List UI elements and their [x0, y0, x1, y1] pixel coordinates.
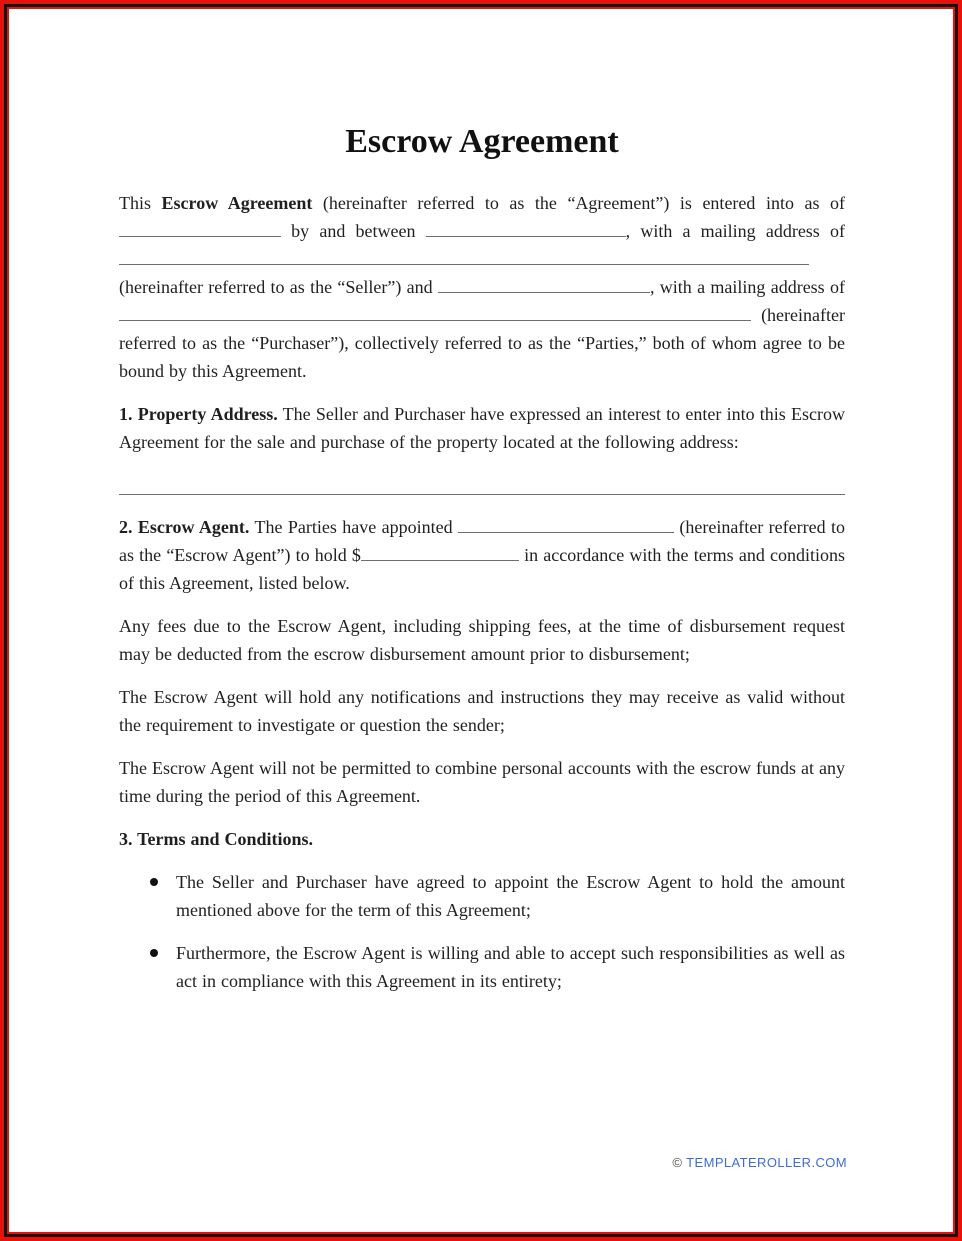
document-content [9, 9, 953, 995]
templateroller-link[interactable]: TEMPLATEROLLER.COM [686, 1155, 847, 1170]
fill-in-blank-seller-address [119, 251, 809, 265]
intro-closing: (hereinafter referred to as the “Purchaser”), collectively referred to as the “Parties,” both of whom agree to be bound by this Agreement. [119, 305, 845, 381]
page-border-inner-line [4, 4, 958, 1237]
section2-body1: The Parties have appointed [249, 517, 458, 537]
fill-in-blank-purchaser-name [438, 279, 650, 293]
section2-paragraph [119, 513, 845, 597]
bullet-text: Furthermore, the Escrow Agent is willing and able to accept such responsibilities as well as act in compliance with this Agreement in its entirety; [176, 943, 845, 991]
copyright-icon: © [672, 1155, 683, 1170]
section1-body: The Seller and Purchaser have expressed an interest to enter into this Escrow Agreement for the sale and purchase of the property located at the following address: [119, 404, 845, 452]
intro-lead-bold: Escrow Agreement [161, 193, 313, 213]
intro-between: by and between [281, 221, 426, 241]
fees-paragraph: Any fees due to the Escrow Agent, including shipping fees, at the time of disbursement request may be deducted from the escrow disbursement amount prior to disbursement; [119, 616, 845, 664]
notifications-paragraph: The Escrow Agent will hold any notifications and instructions they may receive as valid without the requirement to investigate or question the sender; [119, 687, 845, 735]
intro-after-bold: (hereinafter referred to as the “Agreement”) is entered into as of [312, 193, 845, 213]
fill-in-blank-purchaser-address [119, 307, 751, 321]
fill-in-blank-amount [361, 547, 519, 561]
footer [672, 1155, 847, 1170]
list-item [119, 939, 845, 995]
personal-accounts-paragraph: The Escrow Agent will not be permitted to combine personal accounts with the escrow funds at any time during the period of this Agreement. [119, 758, 845, 806]
intro-lead: This [119, 193, 162, 213]
section3-heading-paragraph [119, 825, 845, 853]
intro-mailing1: , with a mailing address of [625, 221, 845, 241]
page-border-inner-red [7, 7, 955, 1234]
list-item [119, 868, 845, 924]
section3-heading: 3. Terms and Conditions. [119, 829, 314, 849]
fill-in-blank-property-address [119, 494, 845, 495]
intro-paragraph [119, 189, 845, 385]
section1-paragraph [119, 400, 845, 456]
section2-body2: (hereinafter referred to as the “Escrow Agent”) to hold $ [119, 517, 845, 565]
bullet-icon [150, 949, 158, 957]
fill-in-blank-seller-name [426, 223, 626, 237]
fill-in-blank-escrow-agent-name [458, 519, 674, 533]
section1-heading: 1. Property Address. [119, 404, 278, 424]
fill-in-blank-date [119, 223, 281, 237]
page-title: Escrow Agreement [345, 123, 619, 160]
bullet-text: The Seller and Purchaser have agreed to appoint the Escrow Agent to hold the amount mentioned above for the term of this Agreement; [176, 872, 845, 920]
section2-heading: 2. Escrow Agent. [119, 517, 250, 537]
bullet-icon [150, 878, 158, 886]
section2-body3: in accordance with the terms and conditions of this Agreement, listed below. [119, 545, 845, 593]
intro-seller: (hereinafter referred to as the “Seller”) and [119, 277, 438, 297]
terms-bullet-list [119, 868, 845, 995]
intro-mailing2: , with a mailing address of [649, 277, 845, 297]
